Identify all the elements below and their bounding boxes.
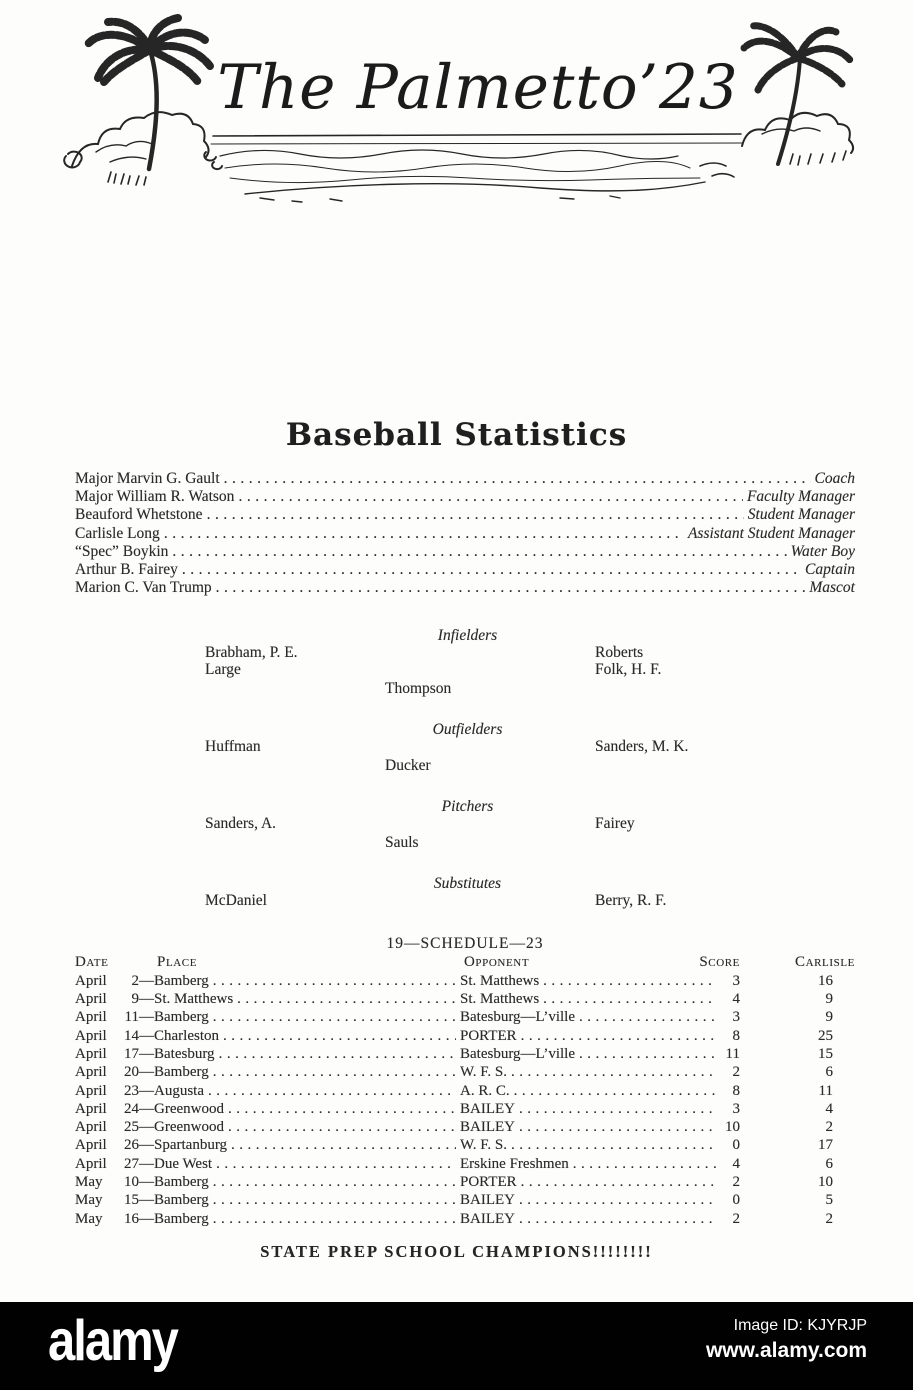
schedule-place: Augusta [154,1082,204,1099]
schedule-score: 8 [732,1027,740,1044]
schedule-opponent: BAILEY [460,1192,515,1209]
roster-row [205,757,730,774]
leader-dots [579,1008,716,1026]
schedule-day: 23 [124,1082,139,1099]
date-place-dash: — [139,1045,154,1062]
schedule-place: Batesburg [154,1045,215,1062]
schedule-day: 9 [131,991,139,1008]
staff-row [75,506,855,524]
staff-role: Water Boy [790,542,855,560]
date-place-dash: — [139,1210,154,1227]
schedule-opponent: PORTER [460,1173,517,1190]
date-place-dash: — [139,1009,154,1026]
roster-row [205,644,730,661]
roster-heading: Infielders [437,627,498,645]
schedule-month: April [75,1100,107,1117]
schedule-score: 2 [732,1210,740,1227]
schedule-opponent: W. F. S. [460,1137,508,1154]
schedule-place: Greenwood [154,1119,224,1136]
leader-dots [573,1155,716,1173]
player-name: Sauls [385,834,419,852]
roster-row [205,738,730,755]
schedule-header-row [75,953,855,971]
player-name: Sanders, M. K. [595,738,689,756]
schedule-place: Bamberg [154,1173,209,1190]
staff-role: Assistant Student Manager [687,524,855,542]
staff-name: Marion C. Van Trump [75,579,212,597]
schedule-day: 10 [124,1173,139,1190]
schedule-opponent: A. R. C. [460,1082,510,1099]
schedule-score: 11 [725,1045,740,1062]
schedule-place: Greenwood [154,1100,224,1117]
leader-dots [228,1118,456,1136]
player-name: Thompson [385,680,452,698]
leader-dots [216,1155,456,1173]
leader-dots [519,1100,716,1118]
schedule-day: 24 [124,1100,139,1117]
staff-row [75,543,855,561]
schedule-carlisle-score: 15 [818,1045,833,1062]
schedule-row [75,1027,855,1045]
staff-role: Student Manager [747,506,855,524]
column-header-date: Date [75,954,109,971]
leader-dots [519,1210,716,1228]
leader-dots [208,1082,456,1100]
schedule-place: St. Matthews [154,991,234,1008]
roster-row [205,680,730,697]
staff-name: Arthur B. Fairey [75,561,178,579]
staff-row [75,525,855,543]
schedule-row [75,1191,855,1209]
masthead-title: The Palmetto’23 [217,52,739,123]
alamy-watermark-bar [0,1302,913,1390]
schedule-score: 2 [732,1173,740,1190]
leader-dots [216,579,806,597]
schedule-day: 27 [124,1155,139,1172]
date-place-dash: — [139,1027,154,1044]
roster-group-pitchers [205,798,730,851]
roster-heading: Substitutes [433,875,502,893]
schedule-score: 0 [732,1192,740,1209]
column-header-score: Score [699,954,740,971]
player-name: Huffman [205,738,261,756]
leader-dots [543,990,716,1008]
schedule-score: 4 [732,1155,740,1172]
schedule-carlisle-score: 4 [825,1100,833,1117]
schedule-day: 20 [124,1064,139,1081]
schedule-score: 3 [732,1100,740,1117]
schedule-day: 14 [124,1027,139,1044]
staff-name: Carlisle Long [75,524,160,542]
column-header-opponent: Opponent [464,954,530,971]
leader-dots [213,1210,456,1228]
leader-dots [237,990,456,1008]
leader-dots [231,1136,456,1154]
schedule-place: Bamberg [154,1192,209,1209]
schedule-opponent: BAILEY [460,1119,515,1136]
player-name: Brabham, P. E. [205,644,298,662]
roster-group-outfielders [205,721,730,774]
date-place-dash: — [139,1082,154,1099]
date-place-dash: — [139,972,154,989]
schedule-carlisle-score: 10 [818,1173,833,1190]
schedule-title: 19—SCHEDULE—23 [386,935,544,953]
leader-dots [579,1045,716,1063]
schedule-day: 26 [124,1137,139,1154]
schedule-row [75,1100,855,1118]
schedule-row [75,1008,855,1026]
schedule-day: 11 [124,1009,139,1026]
player-name: Ducker [385,757,431,775]
image-id-text: Image ID: KJYRJP [733,1317,867,1334]
schedule-place: Bamberg [154,1064,209,1081]
schedule-month: April [75,1155,107,1172]
leader-dots [238,488,743,506]
date-place-dash: — [139,1137,154,1154]
schedule-row [75,1136,855,1154]
staff-name: “Spec” Boykin [75,542,169,560]
schedule-carlisle-score: 2 [825,1210,833,1227]
schedule-opponent: PORTER [460,1027,517,1044]
schedule-row [75,1082,855,1100]
schedule-place: Bamberg [154,1009,209,1026]
player-name: McDaniel [205,892,267,910]
schedule-carlisle-score: 9 [825,1009,833,1026]
staff-name: Major William R. Watson [75,488,235,506]
schedule-place: Bamberg [154,1210,209,1227]
schedule-place: Charleston [154,1027,219,1044]
staff-name: Beauford Whetstone [75,506,203,524]
schedule-row [75,1045,855,1063]
player-name: Sanders, A. [205,815,277,833]
schedule-month: April [75,1009,107,1026]
schedule-day: 2 [131,972,139,989]
schedule-table [75,935,855,1227]
schedule-day: 17 [124,1045,139,1062]
schedule-carlisle-score: 6 [825,1064,833,1081]
leader-dots [164,525,684,543]
schedule-score: 3 [732,972,740,989]
roster-heading: Outfielders [432,721,503,739]
left-palm-tree-drawing [64,18,210,185]
schedule-day: 16 [124,1210,139,1227]
schedule-score: 3 [732,1009,740,1026]
schedule-day: 25 [124,1119,139,1136]
leader-dots [213,1173,456,1191]
schedule-month: April [75,972,107,989]
schedule-carlisle-score: 11 [818,1082,833,1099]
schedule-day: 15 [124,1192,139,1209]
roster-row [205,661,730,678]
schedule-carlisle-score: 17 [818,1137,833,1154]
schedule-row [75,972,855,990]
schedule-month: April [75,1027,107,1044]
schedule-carlisle-score: 9 [825,991,833,1008]
roster-group-infielders [205,627,730,697]
schedule-opponent: Erskine Freshmen [460,1155,569,1172]
schedule-place: Bamberg [154,972,209,989]
player-name: Folk, H. F. [595,661,662,679]
leader-dots [519,1191,716,1209]
schedule-opponent: W. F. S. [460,1064,508,1081]
leader-dots [223,1027,456,1045]
leader-dots [207,506,744,524]
roster-row [205,834,730,851]
schedule-month: May [75,1173,103,1190]
schedule-month: April [75,1082,107,1099]
schedule-month: April [75,991,107,1008]
date-place-dash: — [139,1192,154,1209]
date-place-dash: — [139,1100,154,1117]
leader-dots [543,972,716,990]
champions-line: STATE PREP SCHOOL CHAMPIONS!!!!!!!! [260,1241,653,1261]
roster-group-substitutes [205,875,730,909]
schedule-row [75,990,855,1008]
alamy-url-text: www.alamy.com [705,1339,867,1362]
schedule-carlisle-score: 5 [825,1192,833,1209]
watermark-info [706,1316,867,1364]
staff-row [75,561,855,579]
schedule-row [75,1173,855,1191]
schedule-month: April [75,1119,107,1136]
schedule-opponent: BAILEY [460,1210,515,1227]
schedule-row [75,1118,855,1136]
staff-role: Captain [805,561,855,579]
leader-dots [511,1136,716,1154]
leader-dots [514,1082,716,1100]
leader-dots [219,1045,456,1063]
leader-dots [519,1118,716,1136]
roster-row [205,815,730,832]
staff-row [75,579,855,597]
leader-dots [511,1063,716,1081]
staff-row [75,470,855,488]
schedule-month: April [75,1137,107,1154]
schedule-score: 10 [725,1119,740,1136]
schedule-month: May [75,1210,103,1227]
staff-role: Mascot [809,579,855,597]
schedule-opponent: Batesburg—L’ville [460,1009,575,1026]
schedule-carlisle-score: 6 [825,1155,833,1172]
column-header-place: Place [157,954,198,971]
roster-row [205,892,730,909]
player-name: Large [205,661,241,679]
schedule-carlisle-score: 25 [818,1027,833,1044]
schedule-month: April [75,1064,107,1081]
leader-dots [172,543,786,561]
staff-role: Faculty Manager [746,488,855,506]
staff-row [75,488,855,506]
schedule-carlisle-score: 2 [825,1119,833,1136]
leader-dots [521,1027,716,1045]
date-place-dash: — [139,991,154,1008]
schedule-row [75,1063,855,1081]
leader-dots [213,1008,456,1026]
schedule-score: 4 [732,991,740,1008]
team-roster [205,627,730,909]
schedule-score: 8 [732,1082,740,1099]
masthead-illustration [0,6,913,206]
roster-heading: Pitchers [441,798,494,816]
staff-list [75,470,855,597]
date-place-dash: — [139,1064,154,1081]
player-name: Berry, R. F. [595,892,667,910]
column-header-carlisle: Carlisle [794,954,855,971]
schedule-row [75,1210,855,1228]
leader-dots [521,1173,716,1191]
leader-dots [213,1191,456,1209]
schedule-row [75,1155,855,1173]
date-place-dash: — [139,1173,154,1190]
leader-dots [182,561,801,579]
leader-dots [213,972,456,990]
schedule-score: 2 [732,1064,740,1081]
alamy-logo: alamy [48,1309,177,1373]
staff-name: Major Marvin G. Gault [75,470,220,487]
shoreline-water-drawing [204,134,743,202]
schedule-opponent: Batesburg—L’ville [460,1045,575,1062]
schedule-month: May [75,1192,103,1209]
schedule-month: April [75,1045,107,1062]
leader-dots [224,470,811,488]
date-place-dash: — [139,1155,154,1172]
schedule-opponent: St. Matthews [460,991,540,1008]
leader-dots [213,1063,456,1081]
player-name: Fairey [595,815,635,833]
page-title: Baseball Statistics [285,417,628,453]
right-palm-tree-drawing [742,26,853,165]
schedule-opponent: BAILEY [460,1100,515,1117]
schedule-carlisle-score: 16 [818,972,833,989]
date-place-dash: — [139,1119,154,1136]
leader-dots [228,1100,456,1118]
schedule-place: Spartanburg [154,1137,228,1154]
schedule-opponent: St. Matthews [460,972,540,989]
staff-role: Coach [814,470,855,487]
schedule-place: Due West [154,1155,213,1172]
player-name: Roberts [595,644,644,662]
schedule-score: 0 [732,1137,740,1154]
